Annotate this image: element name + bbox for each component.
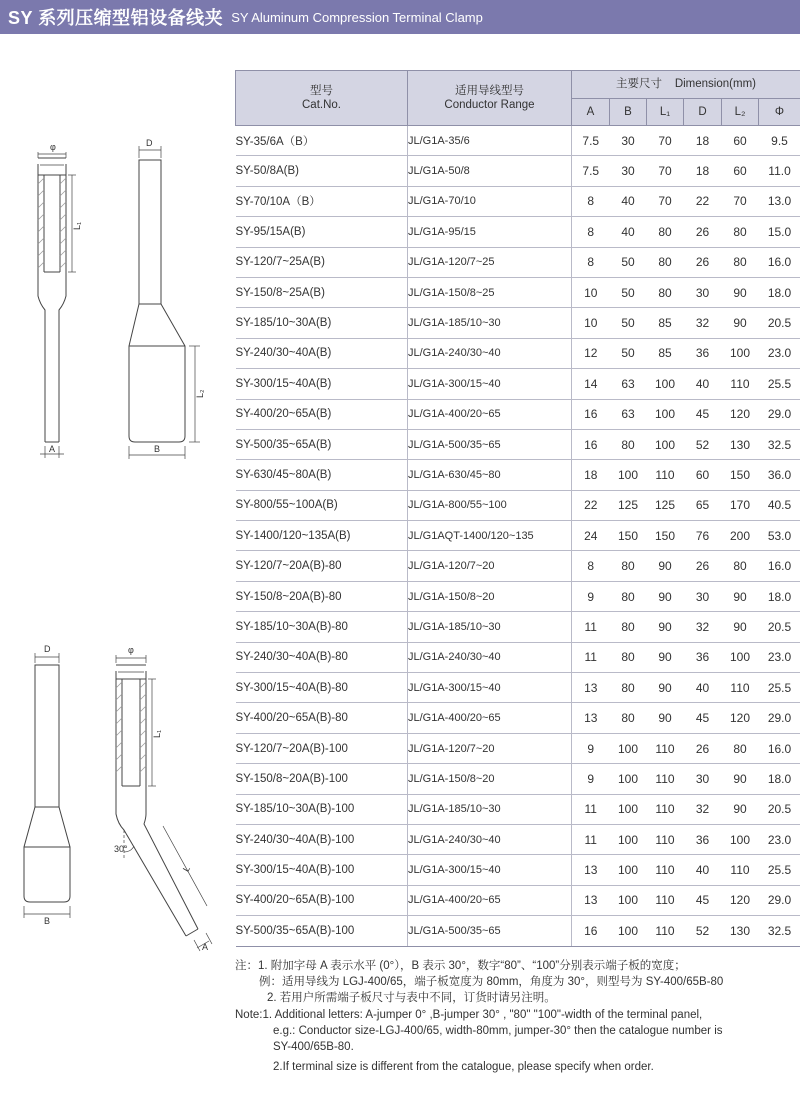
- cell-d: 52: [684, 429, 722, 459]
- cell-l1: 100: [647, 429, 684, 459]
- cell-model: SY-150/8~20A(B)-80: [236, 581, 408, 611]
- cell-a: 13: [572, 673, 610, 703]
- cell-conductor: JL/G1A-120/7~25: [408, 247, 572, 277]
- notes: [235, 958, 800, 1075]
- cell-phi: 29.0: [759, 703, 800, 733]
- cell-b: 50: [610, 277, 647, 307]
- header-dim-l2: L₂: [722, 99, 759, 126]
- table-row: [236, 703, 800, 733]
- cell-a: 11: [572, 794, 610, 824]
- cell-l1: 80: [647, 247, 684, 277]
- cell-l2: 90: [722, 277, 759, 307]
- table-row: [236, 399, 800, 429]
- cell-l1: 70: [647, 126, 684, 156]
- title-bar: [0, 0, 800, 34]
- cell-phi: 25.5: [759, 855, 800, 885]
- cell-a: 11: [572, 642, 610, 672]
- header-conductor-en: Conductor Range: [444, 99, 535, 111]
- cell-l2: 130: [722, 429, 759, 459]
- cell-b: 100: [610, 733, 647, 763]
- cell-phi: 20.5: [759, 794, 800, 824]
- table-row: [236, 612, 800, 642]
- table-row: [236, 733, 800, 763]
- cell-model: SY-150/8~25A(B): [236, 277, 408, 307]
- cell-d: 76: [684, 521, 722, 551]
- cell-conductor: JL/G1A-150/8~20: [408, 581, 572, 611]
- cell-b: 100: [610, 916, 647, 946]
- cell-a: 10: [572, 277, 610, 307]
- cell-model: SY-400/20~65A(B): [236, 399, 408, 429]
- header-dim-l1: L₁: [647, 99, 684, 126]
- cell-b: 100: [610, 885, 647, 915]
- cell-d: 32: [684, 794, 722, 824]
- note-en-1: Note:1. Additional letters: A-jumper 0° ,B-jumper 30° , "80" "100"-width of the terminal panel,: [235, 1009, 703, 1021]
- cell-b: 150: [610, 521, 647, 551]
- cell-l1: 80: [647, 217, 684, 247]
- cell-conductor: JL/G1A-300/15~40: [408, 673, 572, 703]
- cell-l2: 120: [722, 885, 759, 915]
- table-row: [236, 338, 800, 368]
- table-row: [236, 186, 800, 216]
- cell-conductor: JL/G1A-120/7~20: [408, 551, 572, 581]
- header-dim-b: B: [610, 99, 647, 126]
- cell-conductor: JL/G1A-150/8~20: [408, 764, 572, 794]
- cell-conductor: JL/G1A-500/35~65: [408, 916, 572, 946]
- cell-b: 80: [610, 703, 647, 733]
- label-a-top: A: [49, 444, 56, 454]
- cell-d: 65: [684, 490, 722, 520]
- table-row: [236, 673, 800, 703]
- cell-b: 125: [610, 490, 647, 520]
- cell-a: 16: [572, 429, 610, 459]
- table-row: [236, 794, 800, 824]
- cell-b: 80: [610, 551, 647, 581]
- cell-l2: 110: [722, 855, 759, 885]
- table-row: [236, 885, 800, 915]
- cell-model: SY-120/7~20A(B)-100: [236, 733, 408, 763]
- cell-b: 50: [610, 338, 647, 368]
- table-row: [236, 824, 800, 854]
- label-a-bottom: A: [202, 942, 209, 952]
- table-row: [236, 855, 800, 885]
- drawing-top-right: [129, 146, 200, 459]
- cell-d: 40: [684, 369, 722, 399]
- cell-d: 40: [684, 673, 722, 703]
- cell-model: SY-150/8~20A(B)-100: [236, 764, 408, 794]
- cell-phi: 9.5: [759, 126, 800, 156]
- cell-model: SY-500/35~65A(B)-100: [236, 916, 408, 946]
- cell-l1: 110: [647, 824, 684, 854]
- cell-phi: 13.0: [759, 186, 800, 216]
- cell-model: SY-185/10~30A(B): [236, 308, 408, 338]
- cell-l2: 90: [722, 764, 759, 794]
- cell-phi: 18.0: [759, 277, 800, 307]
- cell-l2: 110: [722, 673, 759, 703]
- cell-b: 100: [610, 855, 647, 885]
- cell-phi: 15.0: [759, 217, 800, 247]
- cell-phi: 53.0: [759, 521, 800, 551]
- cell-l1: 110: [647, 794, 684, 824]
- cell-model: SY-500/35~65A(B): [236, 429, 408, 459]
- cell-conductor: JL/G1A-70/10: [408, 186, 572, 216]
- cell-conductor: JL/G1A-400/20~65: [408, 703, 572, 733]
- label-l2-top: L₂: [195, 389, 205, 398]
- cell-d: 45: [684, 399, 722, 429]
- note-en-2: 2.If terminal size is different from the catalogue, please specify when order.: [273, 1061, 654, 1073]
- cell-l1: 110: [647, 916, 684, 946]
- cell-d: 26: [684, 733, 722, 763]
- header-model: [236, 71, 408, 126]
- cell-d: 26: [684, 217, 722, 247]
- label-l-bottom: L: [180, 864, 192, 874]
- cell-d: 18: [684, 156, 722, 186]
- cell-l2: 60: [722, 156, 759, 186]
- table-row: [236, 217, 800, 247]
- cell-l1: 90: [647, 551, 684, 581]
- cell-model: SY-300/15~40A(B)-100: [236, 855, 408, 885]
- note-cn-1: 注：1. 附加字母 A 表示水平 (0°），B 表示 30°，数字“80”、“100”分别表示端子板的宽度；: [235, 960, 686, 972]
- cell-l1: 70: [647, 156, 684, 186]
- cell-a: 7.5: [572, 126, 610, 156]
- cell-phi: 32.5: [759, 429, 800, 459]
- label-b-bottom: B: [44, 916, 51, 926]
- cell-conductor: JL/G1A-240/30~40: [408, 642, 572, 672]
- cell-a: 13: [572, 885, 610, 915]
- cell-d: 52: [684, 916, 722, 946]
- label-phi-bottom: φ: [128, 645, 134, 655]
- cell-l1: 85: [647, 338, 684, 368]
- cell-phi: 25.5: [759, 673, 800, 703]
- spec-table-body: [236, 126, 800, 947]
- cell-l1: 90: [647, 612, 684, 642]
- cell-a: 14: [572, 369, 610, 399]
- cell-b: 30: [610, 156, 647, 186]
- cell-phi: 29.0: [759, 885, 800, 915]
- cell-a: 22: [572, 490, 610, 520]
- cell-a: 18: [572, 460, 610, 490]
- cell-phi: 11.0: [759, 156, 800, 186]
- cell-l2: 80: [722, 247, 759, 277]
- cell-model: SY-185/10~30A(B)-80: [236, 612, 408, 642]
- cell-b: 63: [610, 369, 647, 399]
- cell-phi: 20.5: [759, 308, 800, 338]
- cell-l2: 100: [722, 338, 759, 368]
- cell-b: 80: [610, 581, 647, 611]
- cell-l2: 90: [722, 308, 759, 338]
- cell-b: 80: [610, 642, 647, 672]
- cell-a: 16: [572, 916, 610, 946]
- note-cn-2: 2. 若用户所需端子板尺寸与表中不同，订货时请另注明。: [267, 992, 556, 1004]
- cell-l2: 200: [722, 521, 759, 551]
- cell-model: SY-35/6A（B）: [236, 126, 408, 156]
- cell-b: 30: [610, 126, 647, 156]
- cell-d: 40: [684, 855, 722, 885]
- cell-a: 9: [572, 733, 610, 763]
- cell-conductor: JL/G1A-150/8~25: [408, 277, 572, 307]
- table-row: [236, 521, 800, 551]
- cell-l1: 110: [647, 855, 684, 885]
- cell-model: SY-70/10A（B）: [236, 186, 408, 216]
- cell-conductor: JL/G1A-630/45~80: [408, 460, 572, 490]
- cell-conductor: JL/G1A-35/6: [408, 126, 572, 156]
- cell-phi: 16.0: [759, 551, 800, 581]
- cell-a: 24: [572, 521, 610, 551]
- cell-l1: 90: [647, 673, 684, 703]
- cell-model: SY-630/45~80A(B): [236, 460, 408, 490]
- header-model-en: Cat.No.: [302, 99, 341, 111]
- cell-b: 80: [610, 612, 647, 642]
- cell-d: 36: [684, 824, 722, 854]
- cell-conductor: JL/G1A-500/35~65: [408, 429, 572, 459]
- cell-model: SY-50/8A(B): [236, 156, 408, 186]
- note-en-1c: SY-400/65B-80.: [273, 1041, 354, 1053]
- cell-phi: 32.5: [759, 916, 800, 946]
- cell-a: 11: [572, 824, 610, 854]
- cell-b: 100: [610, 764, 647, 794]
- cell-d: 30: [684, 764, 722, 794]
- cell-d: 60: [684, 460, 722, 490]
- cell-l2: 110: [722, 369, 759, 399]
- cell-l2: 130: [722, 916, 759, 946]
- cell-d: 32: [684, 612, 722, 642]
- cell-phi: 40.5: [759, 490, 800, 520]
- note-en-1b: e.g.: Conductor size-LGJ-400/65, width-80mm, jumper-30° then the catalogue number is: [273, 1025, 723, 1037]
- header-model-cn: 型号: [310, 84, 333, 97]
- table-row: [236, 277, 800, 307]
- cell-phi: 18.0: [759, 581, 800, 611]
- cell-d: 45: [684, 885, 722, 915]
- cell-d: 30: [684, 581, 722, 611]
- cell-a: 13: [572, 703, 610, 733]
- cell-l2: 90: [722, 612, 759, 642]
- cell-model: SY-400/20~65A(B)-80: [236, 703, 408, 733]
- cell-l2: 80: [722, 733, 759, 763]
- cell-b: 63: [610, 399, 647, 429]
- header-dim-d: D: [684, 99, 722, 126]
- cell-d: 22: [684, 186, 722, 216]
- label-l1-top: L₁: [72, 221, 82, 230]
- drawing-bottom-left: [24, 653, 70, 918]
- note-cn-1b: 例：适用导线为 LGJ-400/65，端子板宽度为 80mm，角度为 30°，则型号为 SY-400/65B-80: [259, 976, 724, 988]
- cell-d: 30: [684, 277, 722, 307]
- table-row: [236, 247, 800, 277]
- cell-a: 8: [572, 247, 610, 277]
- cell-model: SY-120/7~20A(B)-80: [236, 551, 408, 581]
- cell-b: 80: [610, 673, 647, 703]
- cell-l1: 100: [647, 399, 684, 429]
- cell-conductor: JL/G1AQT-1400/120~135: [408, 521, 572, 551]
- cell-phi: 36.0: [759, 460, 800, 490]
- cell-a: 8: [572, 551, 610, 581]
- cell-l2: 80: [722, 217, 759, 247]
- cell-model: SY-300/15~40A(B): [236, 369, 408, 399]
- cell-conductor: JL/G1A-400/20~65: [408, 885, 572, 915]
- label-b-top: B: [154, 444, 161, 454]
- cell-a: 7.5: [572, 156, 610, 186]
- cell-conductor: JL/G1A-400/20~65: [408, 399, 572, 429]
- cell-l1: 125: [647, 490, 684, 520]
- cell-conductor: JL/G1A-240/30~40: [408, 338, 572, 368]
- cell-d: 18: [684, 126, 722, 156]
- cell-l2: 150: [722, 460, 759, 490]
- table-row: [236, 369, 800, 399]
- cell-l1: 110: [647, 885, 684, 915]
- cell-model: SY-300/15~40A(B)-80: [236, 673, 408, 703]
- cell-b: 80: [610, 429, 647, 459]
- cell-phi: 20.5: [759, 612, 800, 642]
- cell-l1: 90: [647, 581, 684, 611]
- table-row: [236, 581, 800, 611]
- header-dim-a: A: [572, 99, 610, 126]
- label-l1-bottom: L₁: [152, 729, 162, 738]
- cell-conductor: JL/G1A-185/10~30: [408, 612, 572, 642]
- cell-conductor: JL/G1A-300/15~40: [408, 369, 572, 399]
- cell-b: 100: [610, 460, 647, 490]
- cell-phi: 23.0: [759, 824, 800, 854]
- title-en: SY Aluminum Compression Terminal Clamp: [231, 9, 483, 25]
- cell-conductor: JL/G1A-50/8: [408, 156, 572, 186]
- cell-l2: 120: [722, 399, 759, 429]
- table-row: [236, 308, 800, 338]
- table-row: [236, 764, 800, 794]
- cell-a: 10: [572, 308, 610, 338]
- cell-conductor: JL/G1A-185/10~30: [408, 308, 572, 338]
- cell-b: 50: [610, 247, 647, 277]
- header-conductor-cn: 适用导线型号: [455, 84, 524, 97]
- cell-l1: 110: [647, 460, 684, 490]
- cell-l1: 110: [647, 764, 684, 794]
- spec-table: [235, 70, 800, 947]
- cell-d: 26: [684, 551, 722, 581]
- cell-l1: 85: [647, 308, 684, 338]
- table-row: [236, 126, 800, 156]
- cell-d: 26: [684, 247, 722, 277]
- cell-a: 8: [572, 186, 610, 216]
- table-row: [236, 551, 800, 581]
- cell-l1: 80: [647, 277, 684, 307]
- table-row: [236, 460, 800, 490]
- cell-l2: 70: [722, 186, 759, 216]
- cell-model: SY-400/20~65A(B)-100: [236, 885, 408, 915]
- cell-phi: 25.5: [759, 369, 800, 399]
- header-conductor: [408, 71, 572, 126]
- cell-b: 50: [610, 308, 647, 338]
- cell-conductor: JL/G1A-185/10~30: [408, 794, 572, 824]
- cell-l2: 170: [722, 490, 759, 520]
- cell-d: 45: [684, 703, 722, 733]
- cell-conductor: JL/G1A-800/55~100: [408, 490, 572, 520]
- cell-conductor: JL/G1A-120/7~20: [408, 733, 572, 763]
- table-row: [236, 156, 800, 186]
- cell-l2: 100: [722, 642, 759, 672]
- table-row: [236, 429, 800, 459]
- cell-a: 9: [572, 581, 610, 611]
- label-d-top: D: [146, 138, 153, 148]
- title-cn: SY 系列压缩型铝设备线夹: [8, 8, 224, 28]
- cell-model: SY-240/30~40A(B)-80: [236, 642, 408, 672]
- label-angle: 30°: [114, 844, 128, 854]
- cell-a: 8: [572, 217, 610, 247]
- table-row: [236, 916, 800, 946]
- cell-l1: 150: [647, 521, 684, 551]
- table-row: [236, 642, 800, 672]
- cell-l1: 70: [647, 186, 684, 216]
- cell-l2: 120: [722, 703, 759, 733]
- cell-model: SY-185/10~30A(B)-100: [236, 794, 408, 824]
- cell-conductor: JL/G1A-240/30~40: [408, 824, 572, 854]
- cell-l2: 90: [722, 581, 759, 611]
- cell-model: SY-240/30~40A(B)-100: [236, 824, 408, 854]
- cell-l1: 110: [647, 733, 684, 763]
- cell-d: 32: [684, 308, 722, 338]
- cell-model: SY-95/15A(B): [236, 217, 408, 247]
- drawing-bottom-right: [116, 655, 212, 951]
- cell-conductor: JL/G1A-95/15: [408, 217, 572, 247]
- cell-conductor: JL/G1A-300/15~40: [408, 855, 572, 885]
- cell-model: SY-800/55~100A(B): [236, 490, 408, 520]
- cell-l1: 100: [647, 369, 684, 399]
- cell-l2: 100: [722, 824, 759, 854]
- cell-b: 100: [610, 794, 647, 824]
- header-dimension: 主要尺寸 Dimension(mm): [572, 71, 800, 99]
- cell-a: 16: [572, 399, 610, 429]
- cell-l2: 80: [722, 551, 759, 581]
- cell-l2: 90: [722, 794, 759, 824]
- cell-model: SY-120/7~25A(B): [236, 247, 408, 277]
- cell-d: 36: [684, 642, 722, 672]
- drawing-top-left: [38, 152, 76, 458]
- header-dim-phi: Φ: [759, 99, 800, 126]
- cell-l1: 90: [647, 703, 684, 733]
- cell-a: 13: [572, 855, 610, 885]
- cell-d: 36: [684, 338, 722, 368]
- cell-phi: 23.0: [759, 642, 800, 672]
- cell-model: SY-1400/120~135A(B): [236, 521, 408, 551]
- technical-drawings: [0, 34, 235, 964]
- cell-model: SY-240/30~40A(B): [236, 338, 408, 368]
- cell-b: 40: [610, 217, 647, 247]
- cell-l1: 90: [647, 642, 684, 672]
- cell-a: 12: [572, 338, 610, 368]
- cell-b: 100: [610, 824, 647, 854]
- cell-phi: 16.0: [759, 733, 800, 763]
- cell-phi: 16.0: [759, 247, 800, 277]
- table-row: [236, 490, 800, 520]
- cell-phi: 18.0: [759, 764, 800, 794]
- label-d-bottom: D: [44, 644, 51, 654]
- cell-a: 11: [572, 612, 610, 642]
- label-phi-top: φ: [50, 142, 56, 152]
- cell-a: 9: [572, 764, 610, 794]
- cell-l2: 60: [722, 126, 759, 156]
- cell-phi: 23.0: [759, 338, 800, 368]
- cell-b: 40: [610, 186, 647, 216]
- cell-phi: 29.0: [759, 399, 800, 429]
